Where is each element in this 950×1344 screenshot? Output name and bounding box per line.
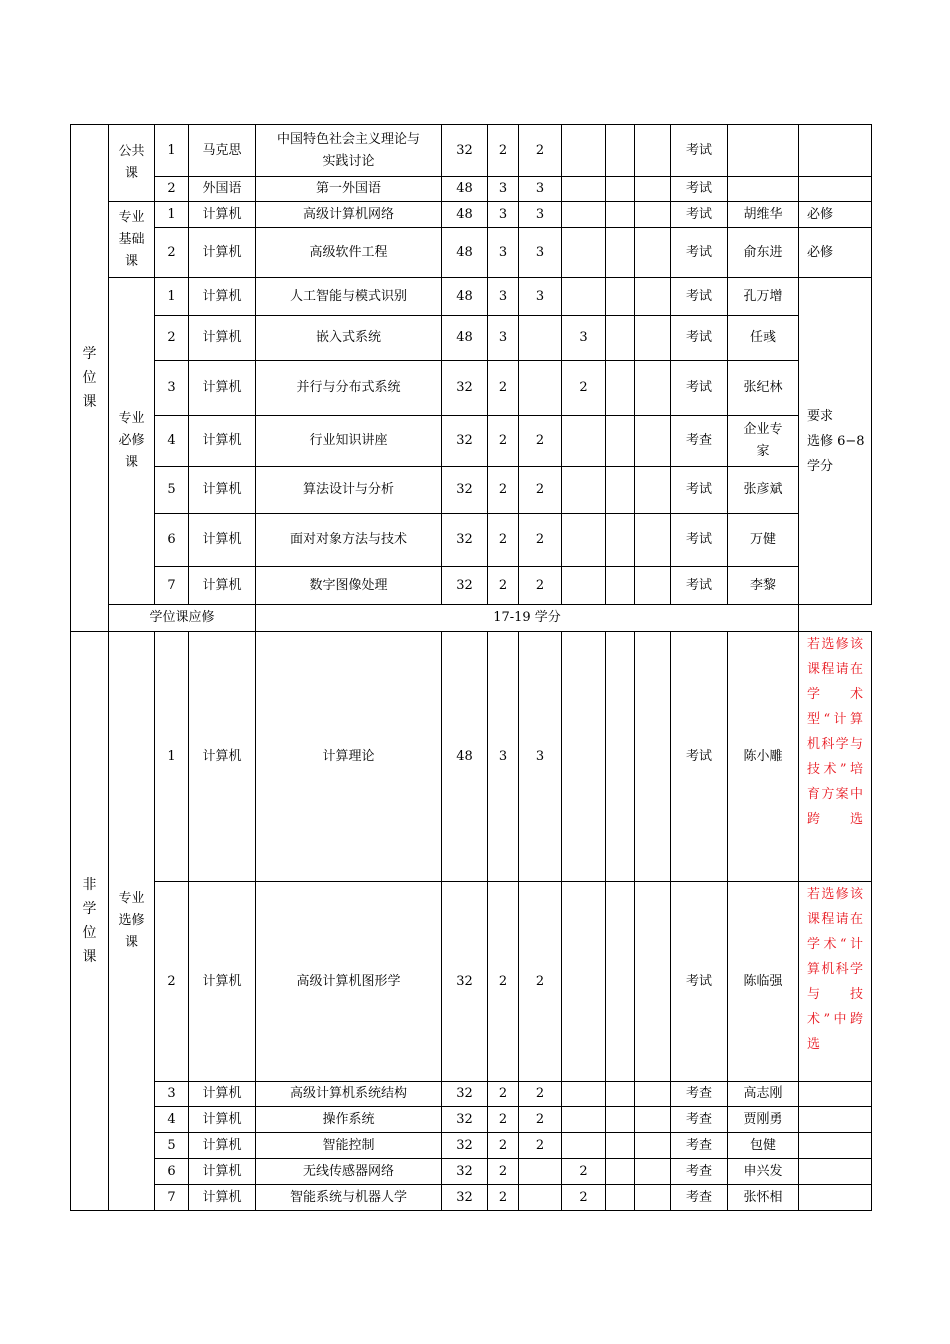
course-dept: 计算机 bbox=[189, 514, 256, 567]
table-row bbox=[71, 467, 872, 514]
term-3 bbox=[606, 1082, 635, 1107]
course-no: 1 bbox=[155, 202, 189, 228]
term-2 bbox=[562, 278, 606, 316]
course-hours: 32 bbox=[442, 361, 488, 416]
course-dept: 计算机 bbox=[189, 467, 256, 514]
course-credits: 3 bbox=[488, 316, 519, 361]
elective-note: 若选修该课程请在学术“计算机科学与技术”中跨选 bbox=[799, 882, 872, 1082]
table-row bbox=[71, 514, 872, 567]
teacher: 张彦斌 bbox=[728, 467, 799, 514]
exam-type: 考试 bbox=[671, 278, 728, 316]
term-2 bbox=[562, 416, 606, 467]
course-hours: 32 bbox=[442, 416, 488, 467]
term-3 bbox=[606, 416, 635, 467]
course-no: 5 bbox=[155, 467, 189, 514]
table-row bbox=[71, 1107, 872, 1133]
term-4 bbox=[635, 416, 671, 467]
course-hours: 48 bbox=[442, 202, 488, 228]
term-1: 2 bbox=[519, 416, 562, 467]
table-row bbox=[71, 605, 872, 632]
term-3 bbox=[606, 1133, 635, 1159]
table-row bbox=[71, 1159, 872, 1185]
course-name: 高级计算机系统结构 bbox=[256, 1082, 442, 1107]
term-1: 3 bbox=[519, 632, 562, 882]
term-2: 3 bbox=[562, 316, 606, 361]
course-no: 7 bbox=[155, 1185, 189, 1211]
teacher: 企业专 家 bbox=[728, 416, 799, 467]
course-plan-table bbox=[70, 124, 872, 1211]
term-3 bbox=[606, 1185, 635, 1211]
term-1: 2 bbox=[519, 1133, 562, 1159]
term-2 bbox=[562, 177, 606, 202]
course-no: 7 bbox=[155, 567, 189, 605]
term-3 bbox=[606, 467, 635, 514]
elective-note: 若选修该课程请在学术型“计算机科学与技术”培育方案中跨选 bbox=[799, 632, 872, 882]
course-hours: 32 bbox=[442, 882, 488, 1082]
course-dept: 计算机 bbox=[189, 1107, 256, 1133]
term-1: 2 bbox=[519, 467, 562, 514]
course-hours: 32 bbox=[442, 467, 488, 514]
course-hours: 48 bbox=[442, 632, 488, 882]
course-dept: 计算机 bbox=[189, 228, 256, 278]
teacher: 孔万增 bbox=[728, 278, 799, 316]
course-name: 中国特色社会主义理论与 实践讨论 bbox=[256, 125, 442, 177]
course-hours: 32 bbox=[442, 1133, 488, 1159]
course-dept: 计算机 bbox=[189, 316, 256, 361]
category-required: 专业 必修 课 bbox=[109, 278, 155, 605]
note bbox=[799, 1159, 872, 1185]
course-no: 2 bbox=[155, 228, 189, 278]
teacher: 张怀相 bbox=[728, 1185, 799, 1211]
exam-type: 考试 bbox=[671, 125, 728, 177]
course-hours: 48 bbox=[442, 278, 488, 316]
exam-type: 考试 bbox=[671, 514, 728, 567]
term-1: 2 bbox=[519, 882, 562, 1082]
course-credits: 2 bbox=[488, 1082, 519, 1107]
term-4 bbox=[635, 278, 671, 316]
course-credits: 2 bbox=[488, 416, 519, 467]
exam-type: 考查 bbox=[671, 1159, 728, 1185]
table-row bbox=[71, 278, 872, 316]
term-2 bbox=[562, 1107, 606, 1133]
term-4 bbox=[635, 361, 671, 416]
term-2 bbox=[562, 567, 606, 605]
course-credits: 2 bbox=[488, 882, 519, 1082]
exam-type: 考试 bbox=[671, 467, 728, 514]
teacher bbox=[728, 125, 799, 177]
teacher: 任彧 bbox=[728, 316, 799, 361]
teacher: 高志刚 bbox=[728, 1082, 799, 1107]
term-3 bbox=[606, 567, 635, 605]
course-dept: 计算机 bbox=[189, 361, 256, 416]
exam-type: 考查 bbox=[671, 1107, 728, 1133]
teacher: 胡维华 bbox=[728, 202, 799, 228]
term-3 bbox=[606, 361, 635, 416]
note bbox=[799, 125, 872, 177]
term-4 bbox=[635, 1185, 671, 1211]
term-3 bbox=[606, 514, 635, 567]
course-name: 智能控制 bbox=[256, 1133, 442, 1159]
course-credits: 3 bbox=[488, 202, 519, 228]
term-4 bbox=[635, 125, 671, 177]
term-4 bbox=[635, 1082, 671, 1107]
course-no: 3 bbox=[155, 361, 189, 416]
section-label-nondegree: 非 学 位 课 bbox=[71, 632, 109, 1211]
term-4 bbox=[635, 316, 671, 361]
term-3 bbox=[606, 632, 635, 882]
course-name: 高级软件工程 bbox=[256, 228, 442, 278]
teacher: 陈小雕 bbox=[728, 632, 799, 882]
course-name: 计算理论 bbox=[256, 632, 442, 882]
teacher: 万健 bbox=[728, 514, 799, 567]
course-credits: 2 bbox=[488, 1133, 519, 1159]
course-dept: 马克思 bbox=[189, 125, 256, 177]
exam-type: 考试 bbox=[671, 202, 728, 228]
degree-total-value: 17-19 学分 bbox=[256, 605, 799, 632]
course-credits: 2 bbox=[488, 1159, 519, 1185]
course-hours: 32 bbox=[442, 514, 488, 567]
course-credits: 2 bbox=[488, 361, 519, 416]
term-3 bbox=[606, 125, 635, 177]
term-4 bbox=[635, 1159, 671, 1185]
course-hours: 48 bbox=[442, 316, 488, 361]
table-row bbox=[71, 1133, 872, 1159]
table-row bbox=[71, 228, 872, 278]
course-credits: 3 bbox=[488, 278, 519, 316]
term-1: 2 bbox=[519, 514, 562, 567]
exam-type: 考试 bbox=[671, 632, 728, 882]
teacher: 李黎 bbox=[728, 567, 799, 605]
term-2 bbox=[562, 125, 606, 177]
course-no: 3 bbox=[155, 1082, 189, 1107]
exam-type: 考查 bbox=[671, 1082, 728, 1107]
term-4 bbox=[635, 632, 671, 882]
course-credits: 3 bbox=[488, 632, 519, 882]
course-dept: 计算机 bbox=[189, 202, 256, 228]
table-row bbox=[71, 567, 872, 605]
exam-type: 考试 bbox=[671, 882, 728, 1082]
note bbox=[799, 177, 872, 202]
course-no: 1 bbox=[155, 632, 189, 882]
table-row bbox=[71, 882, 872, 1082]
course-name: 人工智能与模式识别 bbox=[256, 278, 442, 316]
term-1: 2 bbox=[519, 1107, 562, 1133]
term-3 bbox=[606, 316, 635, 361]
course-hours: 48 bbox=[442, 228, 488, 278]
course-no: 4 bbox=[155, 416, 189, 467]
teacher: 陈临强 bbox=[728, 882, 799, 1082]
term-4 bbox=[635, 202, 671, 228]
course-no: 1 bbox=[155, 125, 189, 177]
term-1: 2 bbox=[519, 567, 562, 605]
teacher: 申兴发 bbox=[728, 1159, 799, 1185]
note bbox=[799, 1133, 872, 1159]
term-2 bbox=[562, 228, 606, 278]
term-2 bbox=[562, 467, 606, 514]
course-hours: 32 bbox=[442, 567, 488, 605]
course-credits: 2 bbox=[488, 1107, 519, 1133]
term-3 bbox=[606, 1159, 635, 1185]
course-dept: 计算机 bbox=[189, 1185, 256, 1211]
course-dept: 计算机 bbox=[189, 416, 256, 467]
term-4 bbox=[635, 467, 671, 514]
term-2 bbox=[562, 202, 606, 228]
course-name: 操作系统 bbox=[256, 1107, 442, 1133]
course-hours: 48 bbox=[442, 177, 488, 202]
course-name: 面对对象方法与技术 bbox=[256, 514, 442, 567]
table-row bbox=[71, 202, 872, 228]
course-no: 4 bbox=[155, 1107, 189, 1133]
course-hours: 32 bbox=[442, 125, 488, 177]
term-3 bbox=[606, 202, 635, 228]
note: 必修 bbox=[799, 202, 872, 228]
term-2 bbox=[562, 632, 606, 882]
course-name: 数字图像处理 bbox=[256, 567, 442, 605]
note bbox=[799, 1082, 872, 1107]
note bbox=[799, 1185, 872, 1211]
note bbox=[799, 1107, 872, 1133]
table-row bbox=[71, 632, 872, 882]
course-dept: 外国语 bbox=[189, 177, 256, 202]
course-dept: 计算机 bbox=[189, 632, 256, 882]
course-dept: 计算机 bbox=[189, 567, 256, 605]
exam-type: 考查 bbox=[671, 1133, 728, 1159]
term-4 bbox=[635, 177, 671, 202]
term-2 bbox=[562, 514, 606, 567]
note: 必修 bbox=[799, 228, 872, 278]
term-2 bbox=[562, 1133, 606, 1159]
term-1: 2 bbox=[519, 125, 562, 177]
term-2: 2 bbox=[562, 1185, 606, 1211]
category-basic: 专业 基础 课 bbox=[109, 202, 155, 278]
exam-type: 考试 bbox=[671, 316, 728, 361]
degree-total-label: 学位课应修 bbox=[109, 605, 256, 632]
term-4 bbox=[635, 1133, 671, 1159]
term-1: 3 bbox=[519, 202, 562, 228]
category-public: 公共 课 bbox=[109, 125, 155, 202]
term-4 bbox=[635, 1107, 671, 1133]
course-name: 无线传感器网络 bbox=[256, 1159, 442, 1185]
section-label-degree: 学 位 课 bbox=[71, 125, 109, 632]
course-no: 6 bbox=[155, 1159, 189, 1185]
course-hours: 32 bbox=[442, 1082, 488, 1107]
term-2 bbox=[562, 882, 606, 1082]
term-3 bbox=[606, 1107, 635, 1133]
term-3 bbox=[606, 228, 635, 278]
course-hours: 32 bbox=[442, 1159, 488, 1185]
table-row bbox=[71, 1185, 872, 1211]
term-1: 3 bbox=[519, 177, 562, 202]
exam-type: 考查 bbox=[671, 1185, 728, 1211]
course-hours: 32 bbox=[442, 1185, 488, 1211]
course-name: 第一外国语 bbox=[256, 177, 442, 202]
teacher bbox=[728, 177, 799, 202]
course-credits: 3 bbox=[488, 177, 519, 202]
table-row bbox=[71, 1082, 872, 1107]
course-no: 2 bbox=[155, 882, 189, 1082]
exam-type: 考试 bbox=[671, 228, 728, 278]
term-2 bbox=[562, 1082, 606, 1107]
course-name: 高级计算机图形学 bbox=[256, 882, 442, 1082]
term-1: 3 bbox=[519, 278, 562, 316]
table-row bbox=[71, 177, 872, 202]
table-row bbox=[71, 125, 872, 177]
course-credits: 2 bbox=[488, 125, 519, 177]
course-name: 嵌入式系统 bbox=[256, 316, 442, 361]
exam-type: 考试 bbox=[671, 567, 728, 605]
course-credits: 2 bbox=[488, 1185, 519, 1211]
teacher: 贾刚勇 bbox=[728, 1107, 799, 1133]
term-1 bbox=[519, 1185, 562, 1211]
exam-type: 考试 bbox=[671, 177, 728, 202]
course-table-body bbox=[71, 125, 872, 1211]
required-note: 要求 选修 6−8 学分 bbox=[799, 278, 872, 605]
course-dept: 计算机 bbox=[189, 1159, 256, 1185]
course-name: 并行与分布式系统 bbox=[256, 361, 442, 416]
term-1: 2 bbox=[519, 1082, 562, 1107]
course-credits: 2 bbox=[488, 567, 519, 605]
term-3 bbox=[606, 882, 635, 1082]
course-credits: 2 bbox=[488, 514, 519, 567]
course-dept: 计算机 bbox=[189, 278, 256, 316]
course-dept: 计算机 bbox=[189, 1133, 256, 1159]
term-4 bbox=[635, 882, 671, 1082]
exam-type: 考试 bbox=[671, 361, 728, 416]
term-2: 2 bbox=[562, 361, 606, 416]
course-credits: 2 bbox=[488, 467, 519, 514]
term-1: 3 bbox=[519, 228, 562, 278]
term-3 bbox=[606, 278, 635, 316]
course-hours: 32 bbox=[442, 1107, 488, 1133]
exam-type: 考查 bbox=[671, 416, 728, 467]
teacher: 张纪林 bbox=[728, 361, 799, 416]
course-name: 行业知识讲座 bbox=[256, 416, 442, 467]
table-row bbox=[71, 416, 872, 467]
course-dept: 计算机 bbox=[189, 1082, 256, 1107]
term-3 bbox=[606, 177, 635, 202]
course-no: 2 bbox=[155, 177, 189, 202]
table-row bbox=[71, 361, 872, 416]
course-no: 2 bbox=[155, 316, 189, 361]
term-1 bbox=[519, 1159, 562, 1185]
course-no: 6 bbox=[155, 514, 189, 567]
course-no: 5 bbox=[155, 1133, 189, 1159]
term-4 bbox=[635, 567, 671, 605]
category-elective: 专业 选修 课 bbox=[109, 632, 155, 1211]
course-dept: 计算机 bbox=[189, 882, 256, 1082]
course-credits: 3 bbox=[488, 228, 519, 278]
term-1 bbox=[519, 361, 562, 416]
term-4 bbox=[635, 228, 671, 278]
course-name: 高级计算机网络 bbox=[256, 202, 442, 228]
table-row bbox=[71, 316, 872, 361]
term-4 bbox=[635, 514, 671, 567]
term-1 bbox=[519, 316, 562, 361]
term-2: 2 bbox=[562, 1159, 606, 1185]
course-name: 算法设计与分析 bbox=[256, 467, 442, 514]
course-name: 智能系统与机器人学 bbox=[256, 1185, 442, 1211]
teacher: 俞东进 bbox=[728, 228, 799, 278]
course-no: 1 bbox=[155, 278, 189, 316]
teacher: 包健 bbox=[728, 1133, 799, 1159]
